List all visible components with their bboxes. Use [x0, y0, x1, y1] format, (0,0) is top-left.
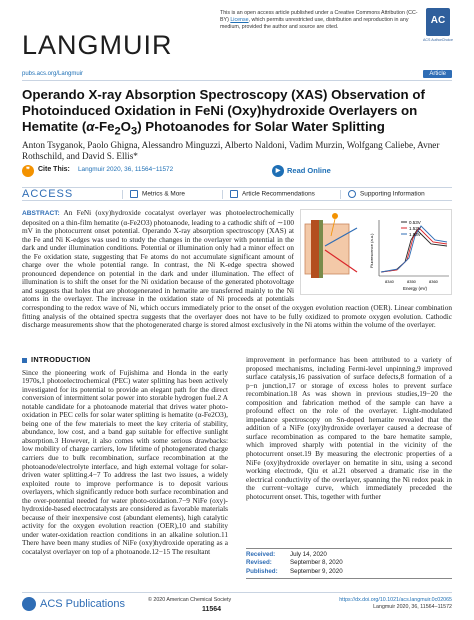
abstract — [22, 209, 452, 353]
journal-logo: LANGMUIR — [22, 30, 173, 60]
quote-icon: ❞ — [22, 165, 34, 177]
author-list: Anton Tsyganok, Paolo Ghigna, Alessandro Minguzzi, Alberto Naldoni, Vadim Murzin, Wolfgang Caliebe, Avner Rothschild, and David S. Ellis* — [22, 140, 440, 162]
recommendations-link[interactable]: Article Recommendations — [230, 190, 315, 198]
y-axis-label: Fluorescence (a.u.) — [369, 233, 374, 268]
doi-link[interactable]: https://dx.doi.org/10.1021/acs.langmuir.0c02065 — [339, 597, 452, 603]
introduction-column — [22, 356, 228, 557]
introduction-paragraph: Since the pioneering work of Fujishima and Honda in the early 1970s,1 photoelectrochemical (PEC) water splitting has been actively investigated for its potential to provide an elegant path for the direct conversion of intermittent solar power into storable hydrogen fuel.2 A notable candidate for a photoanode material that drives water photo-oxidation in PEC cells for solar water splitting is hematite (α-Fe2O3), being one of the few materials to meet the key criteria of stability, abundance, low cost, and a band gap suitable for effective sunlight absorption.3 However, it also comes with some serious drawbacks: low mobility of charge carriers, low lifetime of photogenerated charge carriers due to bulk recombination, surface recombination at the photoanode/electrolyte interface, and high external voltage for solar-driven water splitting.4−7 To address the last two issues, a widely exploited route to improve performance is to deposit various overlayers, which significantly reduce both surface recombination and the over-potential needed for water photo-oxidation.7−9 NiFe (oxy)-hydroxide-based electrocatalysts are considered as favorable materials because of their inexpensive cost (abundant elements), high catalytic activity for the oxygen evolution reaction (OER),10 and stability under water-oxidation reaction conditions in an alkaline solution.11 There have been many studies of NiFe (oxy)hydroxide operating as a cocatalyst overlayer on top of a photoanode.12−15 The resultant — [22, 367, 228, 557]
bar-chart-icon — [130, 190, 138, 198]
cite-label: Cite This: — [38, 166, 70, 173]
body-paragraph: improvement in performance has been attributed to a variety of proposed mechanisms, including Fermi-level unpinning,9 improved surface catalysis,16 passivation of surface defects,8 formation of a p−n junction,17 or storage of excess holes to prevent surface recombination.18 As was shown in previous studies,19−20 the composition and fabrication method of the sample can have a profound effect on the role of the overlayer. Light-modulated impedance spectroscopy on Sn-doped hematite revealed that the addition of a NiFe (oxy)hydroxide overlayer caused a decrease of surface recombination as compared to the bare hematite sample, which improved sharply with potential in the vicinity of the photocurrent onset.19 By measuring the electronic properties of a NiFe (oxy)hydroxide overlayer on hematite in situ, using a second working electrode, Qiu et al.21 observed a dramatic rise in the electrical conductivity of the overlayer, spanning the Ni redox peak in the current−voltage curve, which immediately preceded the photocurrent onset. This, together with further — [246, 355, 452, 501]
acs-authorchoice-badge: AC — [426, 8, 450, 36]
access-divider — [222, 190, 223, 199]
read-online-icon: ▶ — [272, 165, 284, 177]
acs-publications-logo: ACS Publications — [22, 597, 125, 611]
x-tick-label: 8350 — [407, 279, 416, 284]
received-date: Received: July 14, 2020 — [246, 551, 327, 558]
journal-url-link[interactable]: pubs.acs.org/Langmuir — [22, 71, 84, 77]
journal-header — [22, 6, 452, 66]
license-link[interactable]: License — [230, 16, 249, 23]
footer-citation: Langmuir 2020, 36, 11564−11572 — [373, 604, 452, 610]
section-marker-icon — [22, 358, 27, 363]
revised-date: Revised: September 8, 2020 — [246, 559, 343, 567]
x-axis-label: Energy (eV) — [403, 286, 428, 291]
article-type-tag: Article — [423, 70, 452, 78]
access-divider — [340, 190, 341, 199]
url-bar — [22, 71, 452, 81]
toc-graphic — [300, 209, 452, 295]
abstract-label: ABSTRACT: — [22, 210, 60, 217]
doi-block — [339, 597, 452, 611]
legend-label: 0.53V — [409, 220, 421, 225]
license-notice: This is an open access article published under a Creative Commons Attribution (CC-BY) License, which permits unrestricted use, distribution and reproduction in any medium, provided the author and source are cited. — [220, 10, 418, 30]
abstract-text: An FeNi (oxy)hydroxide cocatalyst overlayer was photoelectrochemically deposited on a thin-film hematite (α-Fe2O3) photoanode, leading to a cathodic shift of ∼100 mV in the photocurrent onset potential. Operando X-ray absorption spectroscopy (XAS) at the Fe and Ni K-edges was used to study the changes in the overlayer with potential in the dark and under illumination conditions. Potential or illumination only had a minor effect on the Fe oxidation state, suggesting that Fe atoms do not accumulate significant amount of charge over the whole potential range. In contrast, the Ni K-edge spectra showed pronounced dependence on potential in the dark and under illumination. The effect of illumination is to shift the onset for the Ni oxidation because of the generated photovoltage and suggests that holes that are photogenerated in hematite are transferred mainly to the Ni atoms in the overlayer. The increase in the oxidation state of Ni proceeds at potentials corresponding to the redox wave of Ni, which occurs immediately prior to the onset of the oxygen evolution reaction (OER). Linear combination fitting analysis of the obtained spectra suggests that the overlayer does not have to be fully oxidized to promote oxygen evolution. Cathodic discharge measurements show that the photogenerated charge is stored almost exclusively in the Ni atoms within the volume of the overlayer. — [22, 208, 452, 330]
cite-bar — [22, 163, 452, 180]
hematite-film — [311, 220, 319, 278]
supporting-info-link[interactable]: Supporting Information — [348, 190, 425, 198]
x-tick-label: 8360 — [429, 279, 438, 284]
metrics-link[interactable]: Metrics & More — [130, 190, 185, 198]
overlayer-film — [319, 220, 323, 278]
article-title: Operando X-ray Absorption Spectroscopy (XAS) Observation of Photoinduced Oxidation in FeNi (Oxy)hydroxide Overlayers on Hematite $(\alpha-Fe_2O_3)$ Photoanodes for Solar Water Splitting — [22, 87, 425, 138]
published-date: Published: September 9, 2020 — [246, 567, 343, 575]
access-divider — [122, 190, 123, 199]
plus-icon — [348, 190, 356, 198]
legend-label: 1.93V — [409, 232, 421, 237]
acs-authorchoice-caption: ACS AuthorChoice — [423, 38, 453, 42]
section-heading: INTRODUCTION — [22, 356, 228, 365]
read-online-link[interactable]: ▶ Read Online — [272, 165, 331, 177]
access-bar — [22, 187, 452, 201]
acs-logo-icon — [22, 597, 36, 611]
toc-graphic-svg — [301, 210, 453, 296]
copyright-notice: © 2020 American Chemical Society — [148, 597, 232, 603]
access-heading: ACCESS — [22, 188, 74, 200]
publication-dates — [246, 548, 452, 579]
page-number: 11564 — [202, 606, 222, 613]
x-tick-label: 8340 — [385, 279, 394, 284]
citation-link[interactable]: Langmuir 2020, 36, 11564−11572 — [78, 166, 174, 173]
page-footer — [22, 592, 452, 616]
right-column — [246, 356, 452, 501]
document-icon — [230, 190, 238, 198]
spectrum-plot — [369, 220, 449, 291]
legend-label: 1.53V — [409, 226, 421, 231]
light-source-icon — [332, 213, 338, 219]
